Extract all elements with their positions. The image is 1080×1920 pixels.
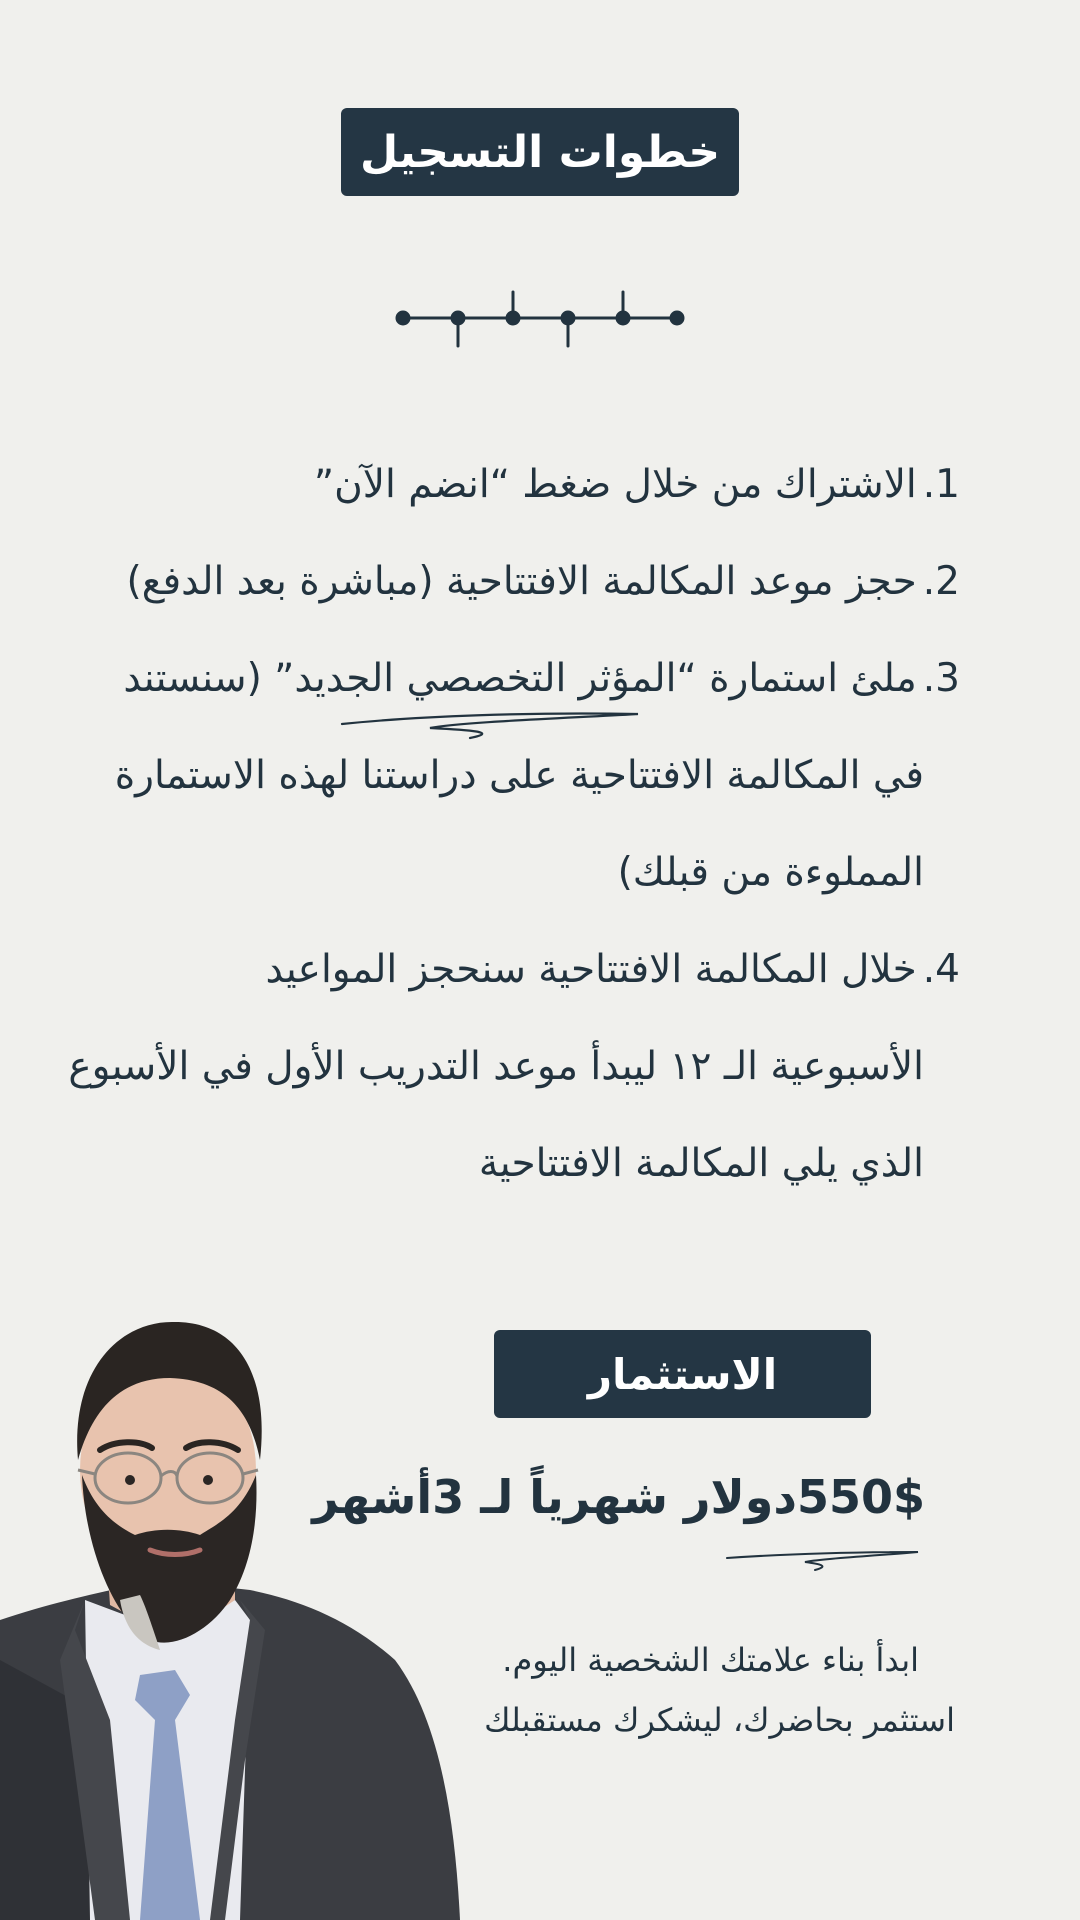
registration-steps-list — [60, 450, 960, 1226]
tagline — [400, 1630, 955, 1750]
tagline-line-2: استثمر بحاضرك، ليشكرك مستقبلك — [484, 1701, 955, 1739]
underline-scribble — [340, 708, 640, 742]
page-title: خطوات التسجيل — [341, 108, 739, 196]
step-number: 3. — [922, 656, 960, 701]
step-number: 4. — [922, 947, 960, 992]
step-4-continued: الأسبوعية الـ ١٢ ليبدأ موعد التدريب الأول في الأسبوع — [68, 1044, 924, 1089]
step-3-continued: في المكالمة الافتتاحية على دراستنا لهذه الاستمارة — [114, 753, 924, 798]
investment-heading: الاستثمار — [494, 1330, 871, 1418]
tagline-line-1: ابدأ بناء علامتك الشخصية اليوم. — [502, 1641, 919, 1679]
step-text: الاشتراك من خلال ضغط “انضم الآن” — [313, 462, 917, 507]
step-2 — [60, 547, 960, 644]
step-4 — [60, 935, 960, 1032]
step-number: 2. — [922, 559, 960, 604]
price-amount: 550$ — [796, 1470, 925, 1524]
step-text: ملئ استمارة “المؤثر التخصصي الجديد” (سنستند — [123, 656, 917, 701]
step-1 — [60, 450, 960, 547]
step-text: خلال المكالمة الافتتاحية سنحجز المواعيد — [265, 947, 917, 992]
divider-ornament — [395, 288, 685, 354]
step-number: 1. — [922, 462, 960, 507]
price-underline-scribble — [725, 1546, 920, 1572]
step-text: حجز موعد المكالمة الافتتاحية (مباشرة بعد الدفع) — [126, 559, 917, 604]
step-3-continued: المملوءة من قبلك) — [617, 850, 924, 895]
step-4-continued: الذي يلي المكالمة الافتتاحية — [478, 1141, 924, 1186]
portrait-photo — [0, 1300, 470, 1920]
price-text: دولار شهرياً لـ 3أشهر — [312, 1470, 797, 1524]
price-line — [312, 1470, 925, 1524]
